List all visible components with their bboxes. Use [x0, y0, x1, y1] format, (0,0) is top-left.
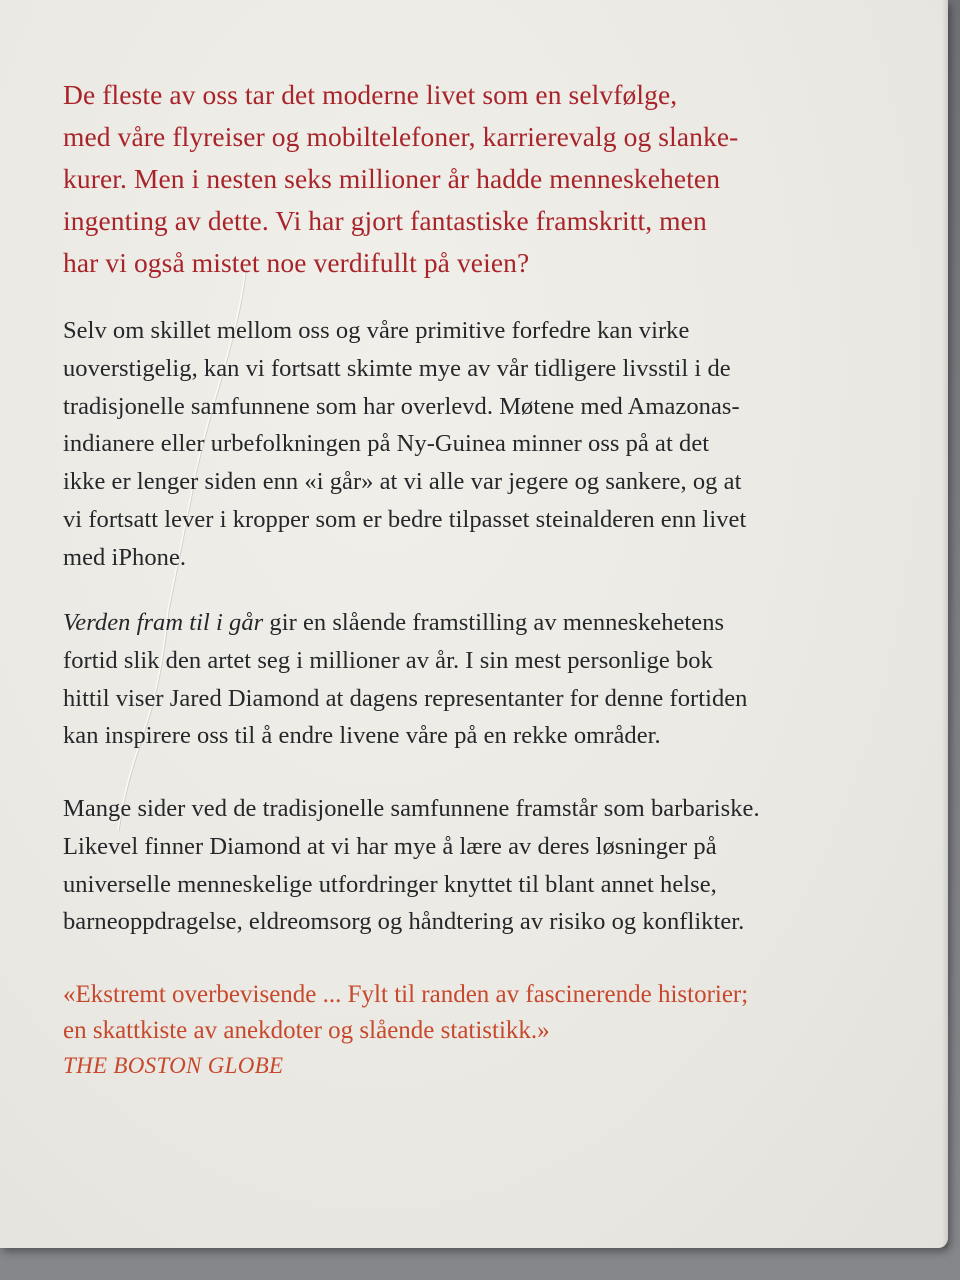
- body-line: kan inspirere oss til å endre livene våre på en rekke områder.: [63, 722, 661, 750]
- quote-line: en skattkiste av anekdoter og slående statistikk.»: [63, 1017, 550, 1044]
- quote-line: «Ekstremt overbevisende ... Fylt til randen av fascinerende historier;: [63, 981, 749, 1008]
- body-line: tradisjonelle samfunnene som har overlevd. Møtene med Amazonas-: [63, 392, 740, 420]
- body-line: fortid slik den artet seg i millioner av år. I sin mest personlige bok: [63, 646, 713, 674]
- body-line: indianere eller urbefolkningen på Ny-Guinea minner oss på at det: [63, 430, 710, 458]
- body-line: [63, 604, 918, 642]
- lead-paragraph: [63, 74, 918, 284]
- body-line: uoverstigelig, kan vi fortsatt skimte mye av vår tidligere livsstil i de: [63, 354, 731, 382]
- body-line-rest: gir en slående framstilling av menneskehetens: [263, 609, 725, 636]
- body-line: med iPhone.: [63, 543, 187, 571]
- body-line: Likevel finner Diamond at vi har mye å lære av deres løsninger på: [63, 832, 717, 860]
- book-title: Verden fram til i går: [63, 609, 264, 636]
- lead-line: De fleste av oss tar det moderne livet som en selvfølge,: [63, 79, 678, 110]
- lead-line: med våre flyreiser og mobiltelefoner, karrierevalg og slanke-: [63, 121, 739, 152]
- lead-line: kurer. Men i nesten seks millioner år hadde menneskeheten: [63, 163, 721, 194]
- body-paragraph-2: [63, 604, 918, 755]
- body-line: ikke er lenger siden enn «i går» at vi alle var jegere og sankere, og at: [63, 468, 742, 496]
- quote-source: THE BOSTON GLOBE: [63, 1053, 284, 1078]
- lead-line: har vi også mistet noe verdifullt på veien?: [63, 247, 530, 278]
- body-paragraph-3: [63, 790, 918, 941]
- review-quote: [63, 977, 918, 1085]
- body-paragraph-1: [63, 312, 918, 577]
- body-line: hittil viser Jared Diamond at dagens representanter for denne fortiden: [63, 684, 748, 712]
- body-line: Mange sider ved de tradisjonelle samfunnene framstår som barbariske.: [63, 795, 760, 822]
- body-line: vi fortsatt lever i kropper som er bedre tilpasset steinalderen enn livet: [63, 505, 747, 533]
- body-line: Selv om skillet mellom oss og våre primitive forfedre kan virke: [63, 317, 690, 344]
- body-line: universelle menneskelige utfordringer knyttet til blant annet helse,: [63, 870, 717, 898]
- lead-line: ingenting av dette. Vi har gjort fantastiske framskritt, men: [63, 205, 707, 236]
- body-line: barneoppdragelse, eldreomsorg og håndtering av risiko og konflikter.: [63, 908, 745, 936]
